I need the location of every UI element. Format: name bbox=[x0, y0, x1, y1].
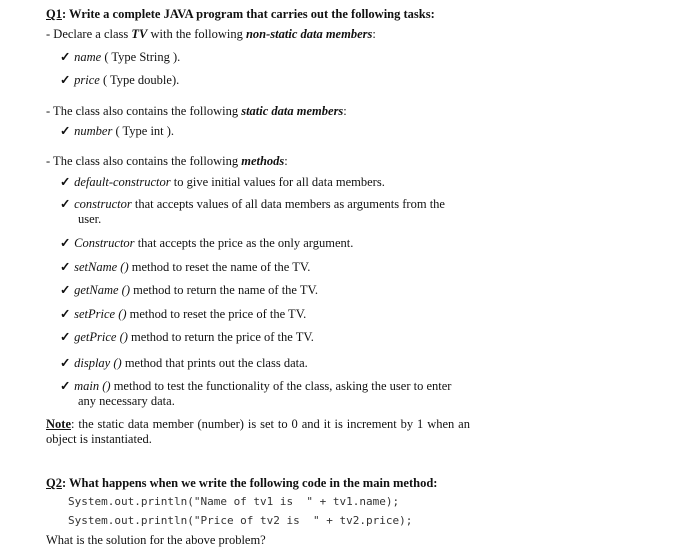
method-desc: method to test the functionality of the class, asking the user to enter bbox=[110, 379, 452, 393]
code-line-2: System.out.println("Price of tv2 is " + tv2.price); bbox=[68, 514, 413, 527]
code-line-1: System.out.println("Name of tv1 is " + tv1.name); bbox=[68, 495, 400, 508]
member-price-label: price bbox=[74, 73, 100, 87]
method-item bbox=[60, 235, 353, 251]
method-desc: method to reset the price of the TV. bbox=[126, 307, 307, 321]
declare-end: : bbox=[372, 27, 376, 41]
methods-end: : bbox=[284, 154, 288, 168]
method-item bbox=[60, 379, 472, 409]
member-number-label: number bbox=[74, 124, 113, 138]
q2-heading bbox=[46, 475, 437, 491]
check-icon: ✓ bbox=[60, 260, 71, 274]
check-icon: ✓ bbox=[60, 283, 71, 297]
methods-prefix: - The class also contains the following bbox=[46, 154, 242, 168]
method-name: Constructor bbox=[74, 236, 135, 250]
check-icon: ✓ bbox=[60, 330, 71, 344]
method-name: main () bbox=[74, 379, 111, 393]
q2-label: Q2 bbox=[46, 476, 62, 490]
methods-line bbox=[46, 153, 288, 169]
method-name: default-constructor bbox=[74, 175, 171, 189]
member-price-desc: ( Type double). bbox=[99, 73, 180, 87]
method-desc: method to reset the name of the TV. bbox=[128, 260, 311, 274]
method-desc: that accepts the price as the only argument. bbox=[134, 236, 354, 250]
methods-emph: methods bbox=[241, 154, 285, 168]
method-item bbox=[60, 174, 385, 190]
static-emph: static data members bbox=[241, 104, 344, 118]
check-icon: ✓ bbox=[60, 124, 71, 138]
q2-question: What is the solution for the above problem? bbox=[46, 533, 266, 547]
note-paragraph bbox=[46, 417, 470, 447]
check-icon: ✓ bbox=[60, 197, 71, 211]
check-icon: ✓ bbox=[60, 379, 71, 393]
declare-prefix: - Declare a class bbox=[46, 27, 132, 41]
q2-title: : What happens when we write the following code in the main method: bbox=[61, 476, 438, 490]
method-item bbox=[60, 197, 472, 227]
method-item bbox=[60, 306, 306, 322]
method-desc: to give initial values for all data members. bbox=[170, 175, 385, 189]
method-item bbox=[60, 329, 314, 345]
member-name-desc: ( Type String ). bbox=[101, 50, 181, 64]
check-icon: ✓ bbox=[60, 356, 71, 370]
static-line bbox=[46, 103, 347, 119]
method-item bbox=[60, 282, 318, 298]
method-desc: method that prints out the class data. bbox=[121, 356, 308, 370]
method-desc: method to return the name of the TV. bbox=[130, 283, 319, 297]
method-item bbox=[60, 355, 308, 371]
note-text: : the static data member (number) is set to 0 and it is increment by 1 when an object is instantiated. bbox=[46, 417, 470, 446]
method-name: setName () bbox=[74, 260, 129, 274]
method-item bbox=[60, 259, 310, 275]
method-name: display () bbox=[74, 356, 122, 370]
member-name-label: name bbox=[74, 50, 102, 64]
declare-emph: non-static data members bbox=[245, 27, 373, 41]
method-desc-cont: user. bbox=[78, 212, 102, 226]
method-name: constructor bbox=[74, 197, 132, 211]
q1-label: Q1 bbox=[46, 7, 62, 21]
check-icon: ✓ bbox=[60, 236, 71, 250]
check-icon: ✓ bbox=[60, 307, 71, 321]
method-name: getPrice () bbox=[74, 330, 128, 344]
declare-line bbox=[46, 26, 376, 42]
static-end: : bbox=[343, 104, 347, 118]
static-prefix: - The class also contains the following bbox=[46, 104, 242, 118]
check-icon: ✓ bbox=[60, 50, 71, 64]
declare-mid: with the following bbox=[147, 27, 246, 41]
note-label: Note bbox=[46, 417, 71, 431]
q1-title: : Write a complete JAVA program that carries out the following tasks: bbox=[61, 7, 435, 21]
class-name: TV bbox=[131, 27, 148, 41]
member-number bbox=[60, 123, 174, 139]
method-name: getName () bbox=[74, 283, 131, 297]
method-desc-cont: any necessary data. bbox=[78, 394, 175, 408]
member-price bbox=[60, 72, 179, 88]
method-name: setPrice () bbox=[74, 307, 127, 321]
method-desc: that accepts values of all data members as arguments from the bbox=[131, 197, 445, 211]
member-name bbox=[60, 49, 180, 65]
member-number-desc: ( Type int ). bbox=[112, 124, 175, 138]
q1-heading bbox=[46, 6, 435, 22]
check-icon: ✓ bbox=[60, 175, 71, 189]
method-desc: method to return the price of the TV. bbox=[127, 330, 314, 344]
check-icon: ✓ bbox=[60, 73, 71, 87]
